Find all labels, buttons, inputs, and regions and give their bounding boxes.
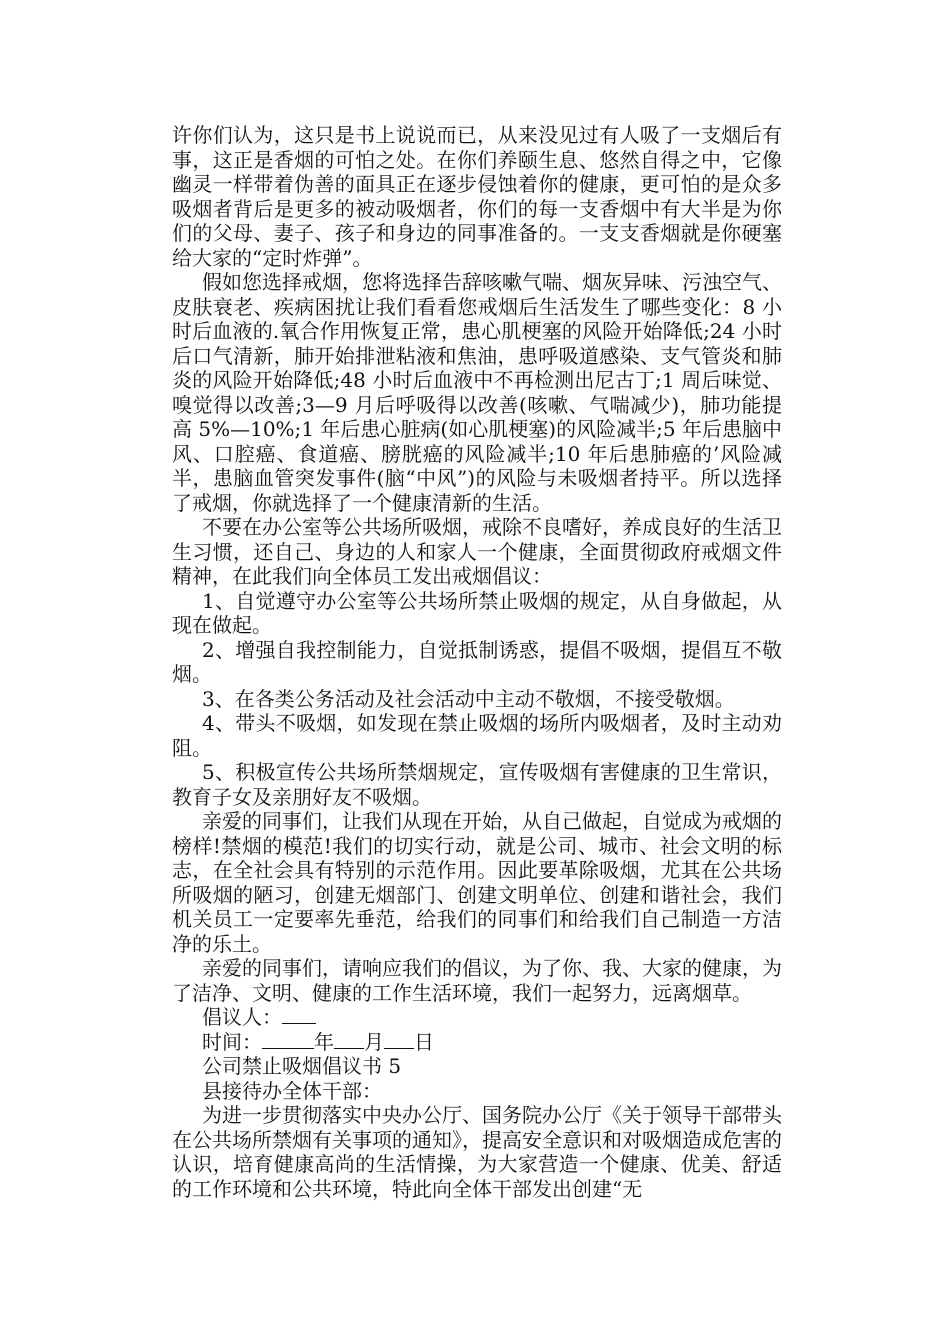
- paragraph-closing: 亲爱的同事们，请响应我们的倡议，为了你、我、大家的健康，为了洁净、文明、健康的工作生活环境，我们一起努力，远离烟草。: [172, 956, 782, 1005]
- date-label: 时间：: [202, 1029, 262, 1054]
- signature-label: 倡议人：: [202, 1005, 282, 1029]
- paragraph-quit-benefits: 假如您选择戒烟，您将选择告辞咳嗽气喘、烟灰异味、污浊空气、皮肤衰老、疾病困扰让我们看看您戒烟后生活发生了哪些变化：8 小时后血液的.氧合作用恢复正常，患心肌梗塞的风险开始降低;24 小时后口气清新，肺开始排泄粘液和焦油，患呼吸道感染、支气管炎和肺炎的风险开始降低;48 小时后血液中不再检测出尼古丁;1 周后味觉、嗅觉得以改善;3—9 月后呼吸得以改善(咳嗽、气喘减少)，肺功能提高 5%—10%;1 年后患心脏病(如心肌梗塞)的风险减半;5 年后患脑中风、口腔癌、食道癌、膀胱癌的风险减半;10 年后患肺癌的’风险减半，患脑血管突发事件(脑“中风”)的风险与未吸烟者持平。所以选择了戒烟，你就选择了一个健康清新的生活。: [172, 270, 782, 515]
- list-item: 3、在各类公务活动及社会活动中主动不敬烟，不接受敬烟。: [202, 686, 735, 711]
- list-item: 1、自觉遵守办公室等公共场所禁止吸烟的规定，从自身做起，从现在做起。: [172, 588, 782, 637]
- month-char: 月: [364, 1029, 384, 1054]
- signature-blank: [282, 1007, 316, 1024]
- salutation: 县接待办全体干部：: [202, 1078, 382, 1103]
- signature-line: [172, 1005, 782, 1030]
- year-char: 年: [314, 1029, 334, 1054]
- month-blank: [334, 1032, 364, 1049]
- list-item: 2、增强自我控制能力，自觉抵制诱惑，提倡不吸烟，提倡互不敬烟。: [172, 637, 782, 686]
- paragraph-call-to-action: 亲爱的同事们，让我们从现在开始，从自己做起，自觉成为戒烟的榜样!禁烟的模范!我们的切实行动，就是公司、城市、社会文明的标志，在全社会具有特别的示范作用。因此要革除吸烟，尤其在公共场所吸烟的陋习，创建无烟部门、创建文明单位、创建和谐社会，我们机关员工一定要率先垂范，给我们的同事们和给我们自己制造一方洁净的乐土。: [172, 809, 782, 956]
- paragraph-new-proposal: 为进一步贯彻落实中央办公厅、国务院办公厅《关于领导干部带头在公共场所禁烟有关事项的通知》，提高安全意识和对吸烟造成危害的认识，培育健康高尚的生活情操，为大家营造一个健康、优美、舒适的工作环境和公共环境，特此向全体干部发出创建“无: [172, 1103, 782, 1201]
- paragraph-smoking-danger: 许你们认为，这只是书上说说而已，从来没见过有人吸了一支烟后有事，这正是香烟的可怕之处。在你们养颐生息、悠然自得之中，它像幽灵一样带着伪善的面具正在逐步侵蚀着你的健康，更可怕的是众多吸烟者背后是更多的被动吸烟者，你们的每一支香烟中有大半是为你们的父母、妻子、孩子和身边的同事准备的。一支支香烟就是你硬塞给大家的“定时炸弹”。: [172, 123, 782, 270]
- date-line: [172, 1030, 782, 1055]
- year-blank: [262, 1032, 314, 1049]
- day-blank: [384, 1032, 414, 1049]
- day-char: 日: [414, 1029, 434, 1054]
- list-item: 4、带头不吸烟，如发现在禁止吸烟的场所内吸烟者，及时主动劝阻。: [172, 711, 782, 760]
- document-body: [172, 123, 782, 1201]
- list-item: 5、积极宣传公共场所禁烟规定，宣传吸烟有害健康的卫生常识，教育子女及亲朋好友不吸烟。: [172, 760, 782, 809]
- next-document-title: 公司禁止吸烟倡议书 5: [202, 1054, 402, 1078]
- paragraph-proposal-intro: 不要在办公室等公共场所吸烟，戒除不良嗜好，养成良好的生活卫生习惯，还自己、身边的人和家人一个健康，全面贯彻政府戒烟文件精神，在此我们向全体员工发出戒烟倡议：: [172, 515, 782, 588]
